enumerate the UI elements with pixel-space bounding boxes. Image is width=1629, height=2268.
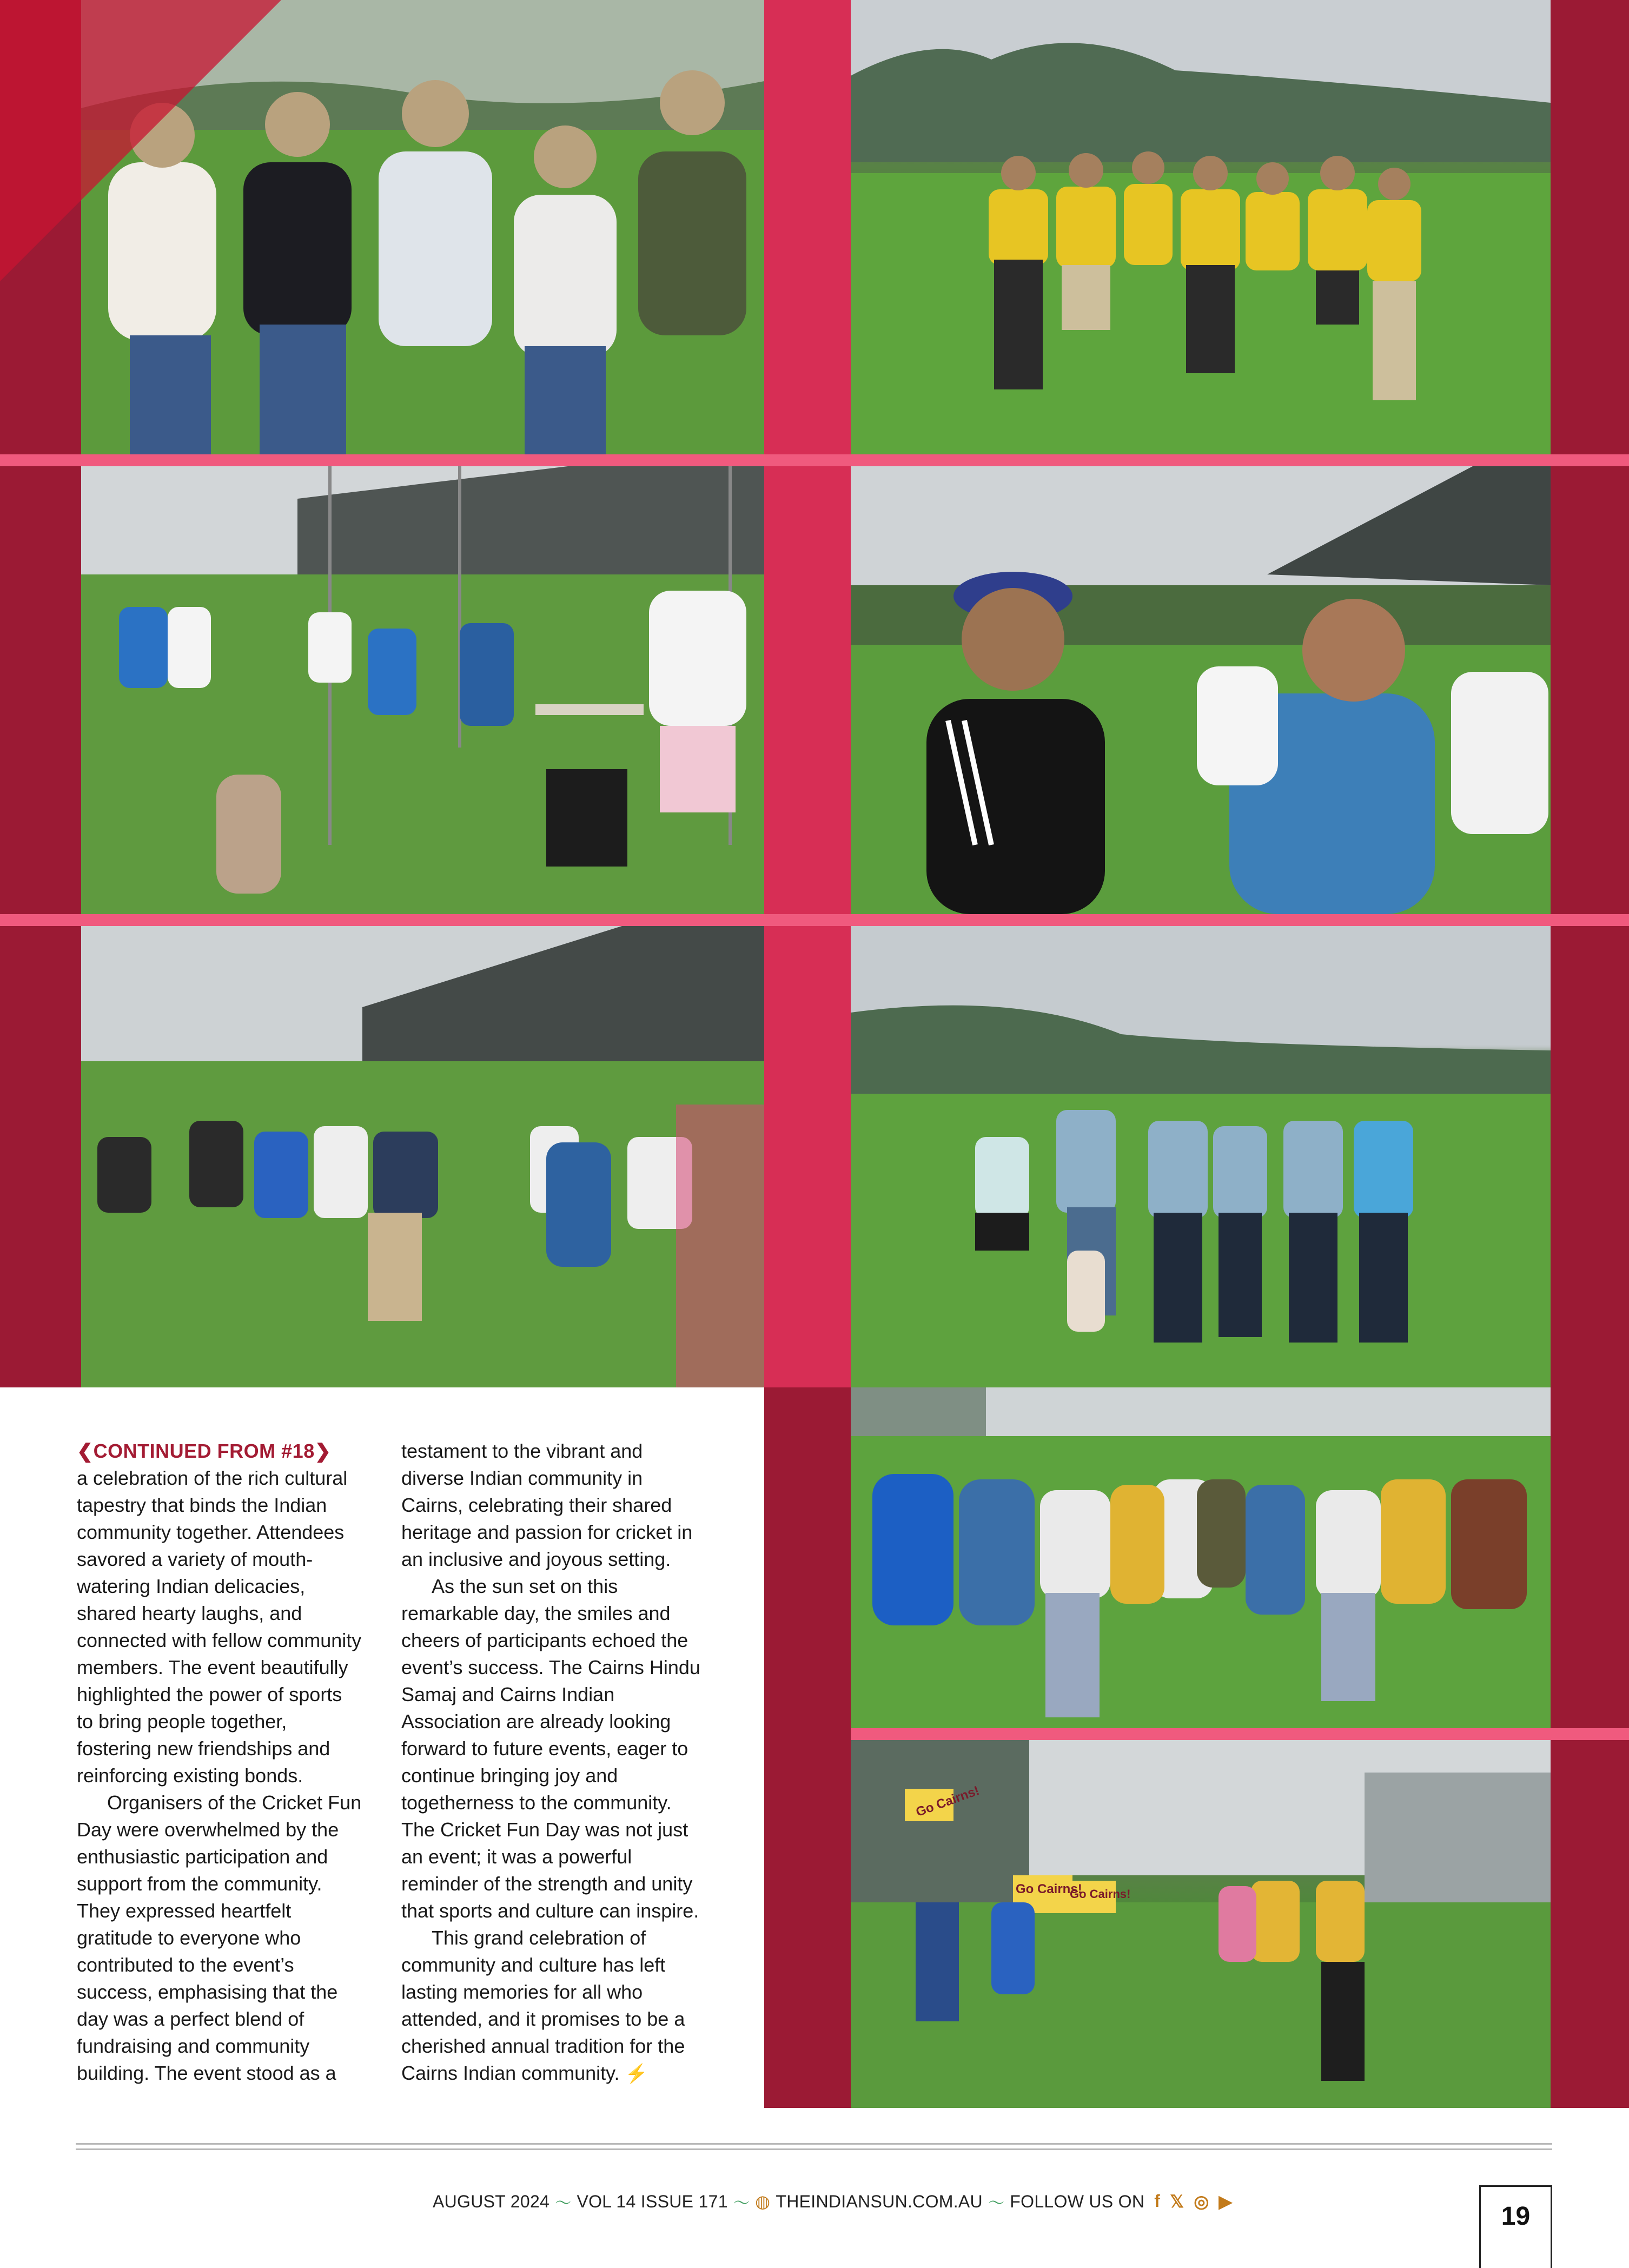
issue-date: AUGUST 2024 xyxy=(433,2191,550,2211)
article-paragraph: testament to the vibrant and diverse Indian community in Cairns, celebrating their shared heritage and passion for cricket in an inclusive and joyous setting. xyxy=(401,1440,693,1570)
footer-rule xyxy=(76,2143,1552,2145)
right-maroon-band xyxy=(1551,0,1629,2108)
photo-cheering-crowd-signs xyxy=(851,1740,1551,2108)
continued-label xyxy=(77,1438,363,1465)
article-column-left xyxy=(77,1438,363,2087)
globe-icon: ◍ xyxy=(755,2192,771,2211)
page-number: 19 xyxy=(1479,2185,1552,2268)
article-paragraph: a celebration of the rich cultural tapestry that binds the Indian community together. Attendees savored a variety of mouth-watering Indian delicacies, shared hearty laughs, and connected with fellow community members. The event beautifully highlighted the power of sports to bring people together, fostering new friendships and reinforcing existing bonds. xyxy=(77,1467,362,1787)
footer-bar xyxy=(433,2185,1233,2218)
pink-divider-line xyxy=(851,1728,1629,1740)
photo-mixed-group-with-bat xyxy=(851,926,1551,1387)
follow-us-label: FOLLOW US ON xyxy=(1010,2191,1145,2211)
social-icons xyxy=(1154,2191,1232,2212)
photo-boy-receiving-medal xyxy=(851,466,1551,914)
photo-sign-text: Go Cairns! xyxy=(1016,1882,1082,1896)
volume-issue: VOL 14 ISSUE 171 xyxy=(577,2191,728,2211)
footer-rule xyxy=(76,2148,1552,2150)
separator-icon: 〜 xyxy=(733,2194,750,2212)
pink-divider-line xyxy=(0,914,1629,926)
photo-sign-text: Go Cairns! xyxy=(913,1783,982,1820)
photo-sign-text: Go Cairns! xyxy=(1070,1887,1131,1901)
corner-triangle-decoration xyxy=(0,0,281,281)
separator-icon: 〜 xyxy=(988,2194,1005,2212)
pink-divider-line xyxy=(0,454,1629,466)
article-column-right xyxy=(401,1438,704,2087)
photo-men-yellow-shirts xyxy=(851,0,1551,454)
photo-medal-ceremony-boy xyxy=(81,926,764,1387)
continued-left-chevron-icon: ❮ xyxy=(77,1440,94,1462)
facebook-icon[interactable]: f xyxy=(1154,2191,1161,2211)
instagram-icon[interactable]: ◎ xyxy=(1194,2192,1209,2211)
article-paragraph xyxy=(401,1925,704,2087)
photo-women-group-field xyxy=(851,1387,1551,1728)
article-paragraph-text: This grand celebration of community and culture has left lasting memories for all who attended, and it promises to be a cherished annual tradition for the Cairns Indian community. xyxy=(401,1927,685,2084)
article-paragraph: Organisers of the Cricket Fun Day were overwhelmed by the enthusiastic participation and support from the community. They expressed heartfelt gratitude to everyone who contributed to the event’s success, emphasising that the day was a perfect blend of fundraising and community building. The event stood as a xyxy=(77,1791,362,2084)
end-mark-icon: ⚡ xyxy=(625,2064,648,2084)
article-paragraph: As the sun set on this remarkable day, the smiles and cheers of participants echoed the event’s success. The Cairns Hindu Samaj and Cairns Indian Association are already looking forward to future events, eager to continue bringing joy and togetherness to the community. The Cricket Fun Day was not just an event; it was a powerful reminder of the strength and unity that sports and culture can inspire. xyxy=(401,1575,700,1922)
website-link[interactable]: THEINDIANSUN.COM.AU xyxy=(776,2191,983,2211)
x-icon[interactable]: 𝕏 xyxy=(1170,2192,1184,2211)
continued-text: CONTINUED FROM #18 xyxy=(93,1440,315,1462)
middle-maroon-band xyxy=(764,1387,851,2108)
continued-right-chevron-icon: ❯ xyxy=(314,1440,332,1462)
photo-medal-ceremony-girl xyxy=(81,466,764,914)
youtube-icon[interactable]: ▶ xyxy=(1219,2192,1233,2211)
separator-icon: 〜 xyxy=(555,2194,572,2212)
